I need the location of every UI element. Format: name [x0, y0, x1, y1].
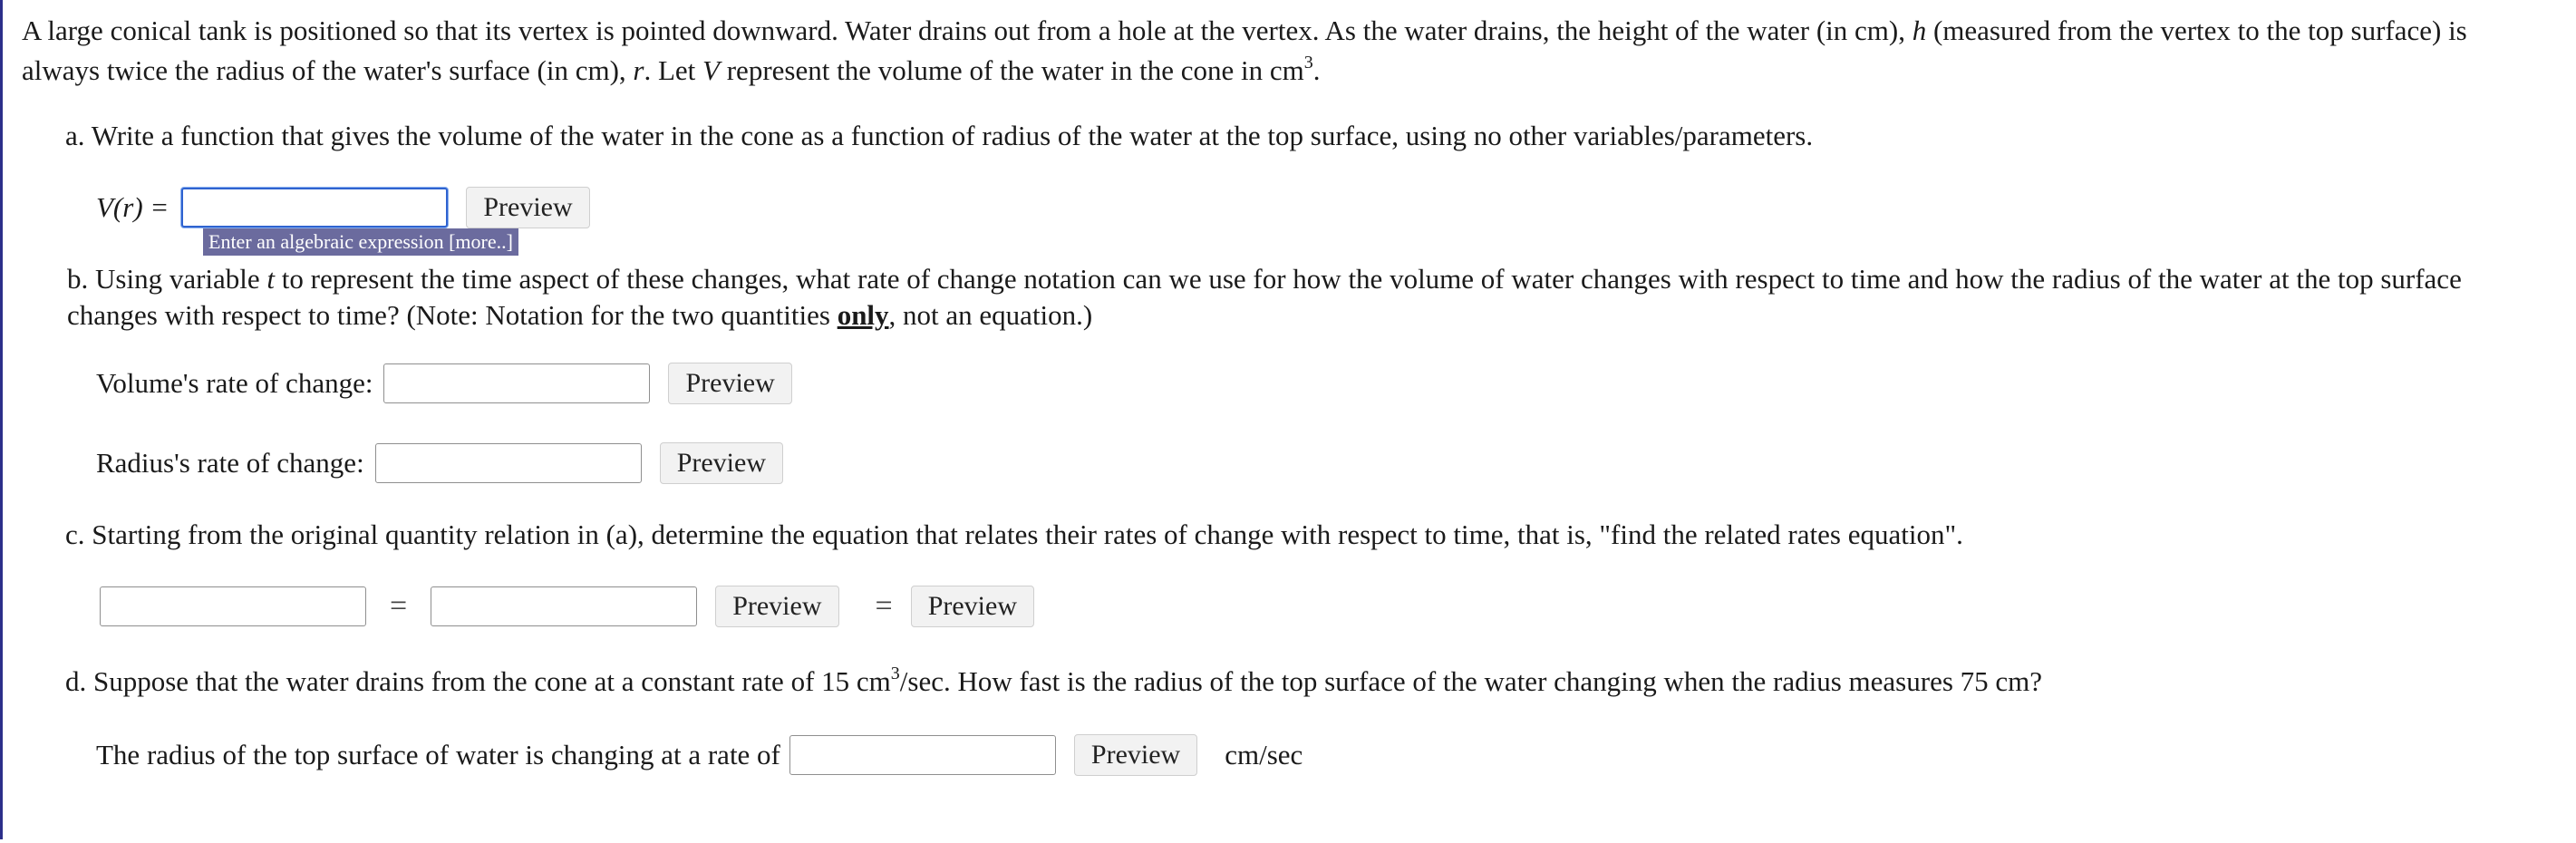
part-a-label: V(r) =: [96, 191, 169, 223]
unit-label: cm/sec: [1225, 739, 1303, 770]
part-c-question: c. Starting from the original quantity relation in (a), determine the equation that relates their rates of change with respect to time, that is, "find the related rates equation".: [65, 518, 1963, 550]
part-b-radius-row: [96, 442, 783, 484]
part-b-question: b. Using variable t to represent the time aspect of these changes, what rate of change notation can we use for how the volume of water changes with respect to time and how the radius of the water at the top surface changes with respect to time? (Note: Notation for the two quantities only, not an equation.): [67, 263, 2462, 331]
volume-rate-input[interactable]: [383, 363, 650, 403]
radius-change-label: The radius of the top surface of water is changing at a rate of: [96, 739, 780, 770]
volume-rate-preview-button[interactable]: Preview: [668, 363, 791, 404]
volume-rate-label: Volume's rate of change:: [96, 367, 373, 399]
part-a-question: a. Write a function that gives the volume of the water in the cone as a function of radius of the water at the top surface, using no other variables/parameters.: [65, 120, 1814, 151]
part-a-preview-button[interactable]: Preview: [466, 187, 589, 228]
input-hint-tooltip[interactable]: Enter an algebraic expression [more..]: [203, 228, 518, 256]
radius-rate-label: Radius's rate of change:: [96, 447, 364, 479]
part-a-row: [96, 187, 590, 228]
radius-rate-preview-button[interactable]: Preview: [660, 442, 783, 484]
volume-function-input[interactable]: [181, 188, 448, 228]
part-d-question: d. Suppose that the water drains from the cone at a constant rate of 15 $cm^3/\sec$. How fast is the radius of the top surface of the water changing when the radius measures 75 cm?: [65, 663, 2043, 697]
radius-change-input[interactable]: [789, 735, 1056, 775]
problem-intro: A large conical tank is positioned so that its vertex is pointed downward. Water drains out from a hole at the vertex. As the water drains, the height of the water (in cm), h (measured from the vertex to the top surface) is always twice the radius of the water's surface (in cm), r. Let V represent the volume of the water in the cone in $cm^3$.: [22, 15, 2467, 86]
part-d-row: [96, 734, 1303, 776]
part-c-row: [100, 586, 1034, 627]
related-rates-preview-button-2[interactable]: Preview: [911, 586, 1034, 627]
equals-sign-2: =: [875, 589, 893, 623]
radius-change-preview-button[interactable]: Preview: [1074, 734, 1197, 776]
equals-sign: =: [390, 589, 408, 623]
radius-rate-input[interactable]: [375, 443, 642, 483]
related-rates-preview-button[interactable]: Preview: [715, 586, 838, 627]
related-rates-right-input[interactable]: [431, 586, 697, 626]
part-b-volume-row: [96, 363, 792, 404]
related-rates-left-input[interactable]: [100, 586, 366, 626]
